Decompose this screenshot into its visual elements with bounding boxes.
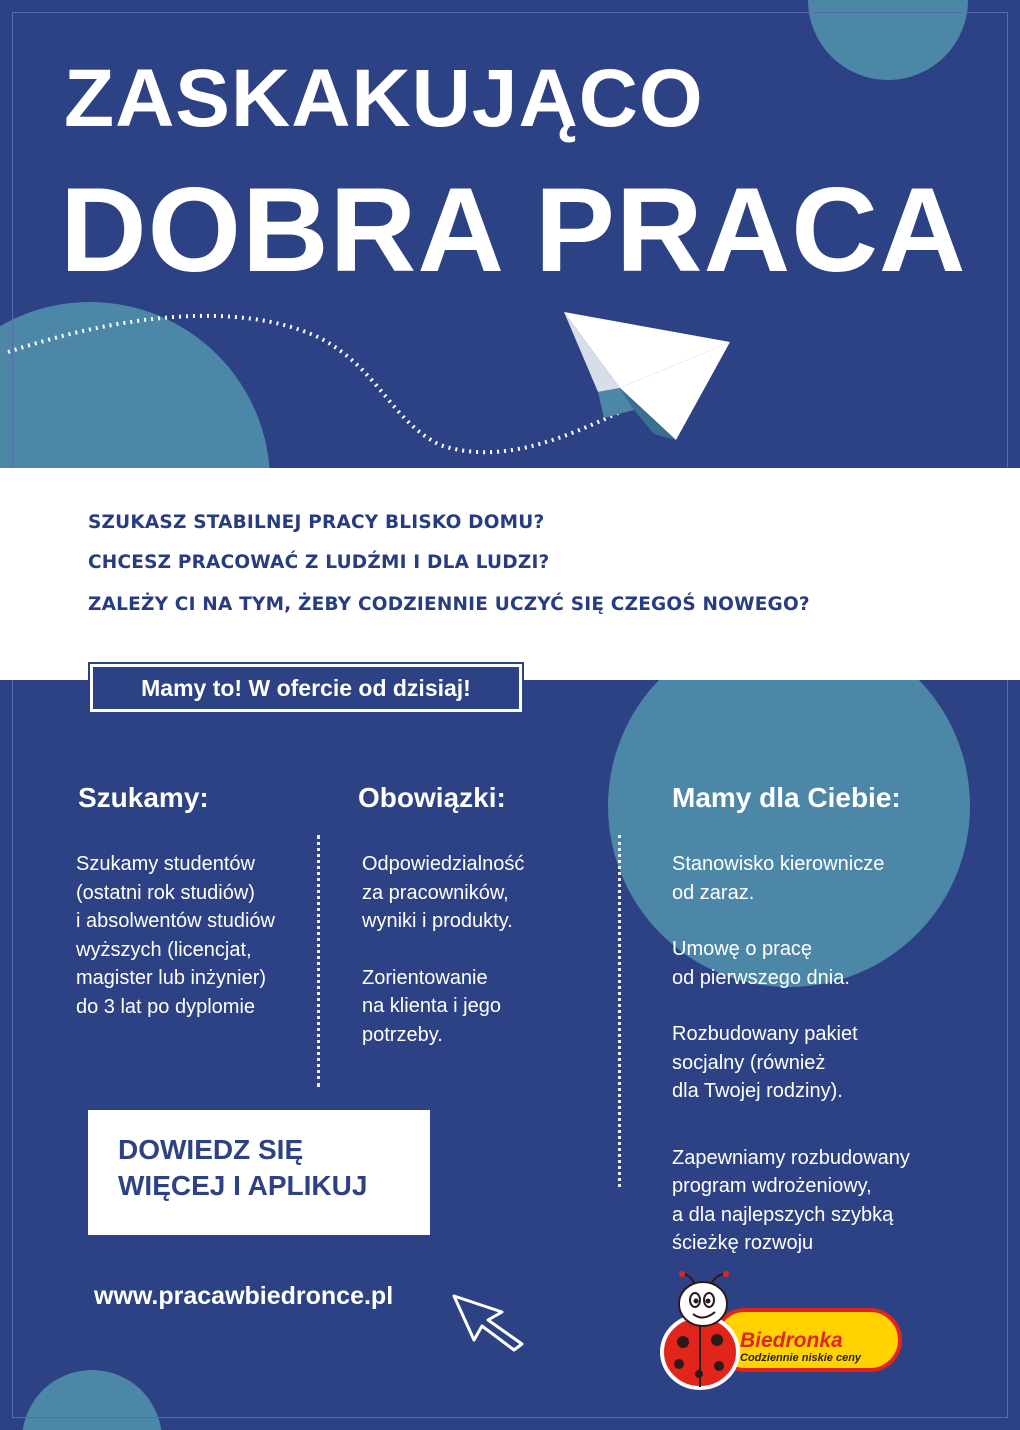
text-line: Szukamy studentów bbox=[76, 853, 255, 875]
cursor-arrow-icon bbox=[448, 1290, 530, 1352]
text-line: Rozbudowany pakiet bbox=[672, 1023, 858, 1045]
text-line: Zorientowanie bbox=[362, 966, 488, 989]
mamy-dla-ciebie-text bbox=[672, 850, 910, 1258]
website-link[interactable]: www.pracawbiedronce.pl bbox=[94, 1282, 394, 1310]
question-1: SZUKASZ STABILNEJ PRACY BLISKO DOMU? bbox=[88, 512, 545, 533]
text-line: Stanowisko kierownicze bbox=[672, 853, 885, 875]
apply-button[interactable] bbox=[88, 1110, 430, 1235]
apply-button-line-2: WIĘCEJ I APLIKUJ bbox=[118, 1170, 368, 1201]
question-2: CHCESZ PRACOWAĆ Z LUDŹMI I DLA LUDZI? bbox=[88, 552, 550, 573]
paper-plane-icon bbox=[0, 300, 1020, 470]
text-line: od zaraz. bbox=[672, 881, 755, 904]
title-line-1: ZASKAKUJĄCO bbox=[64, 53, 704, 144]
text-line: a dla najlepszych szybką bbox=[672, 1203, 894, 1226]
separator-2 bbox=[618, 835, 621, 1187]
text-line: na klienta i jego bbox=[362, 995, 501, 1017]
text-line: wyniki i produkty. bbox=[362, 910, 513, 932]
offer-badge: Mamy to! W ofercie od dzisiaj! bbox=[90, 664, 522, 712]
circle-top-right bbox=[808, 0, 968, 80]
text-line: Umowę o pracę bbox=[672, 938, 813, 960]
text-line: (ostatni rok studiów) bbox=[76, 881, 255, 904]
text-line: do 3 lat po dyplomie bbox=[76, 995, 256, 1018]
text-line: i absolwentów studiów bbox=[76, 910, 275, 932]
szukamy-text bbox=[76, 850, 275, 1021]
text-line: Odpowiedzialność bbox=[362, 853, 525, 875]
separator-1 bbox=[317, 835, 320, 1087]
heading-mamy-dla-ciebie: Mamy dla Ciebie: bbox=[672, 782, 901, 813]
text-line: wyższych (licencjat, bbox=[76, 938, 252, 961]
heading-obowiazki: Obowiązki: bbox=[358, 782, 506, 813]
text-line: potrzeby. bbox=[362, 1023, 443, 1046]
brand-slogan: Codziennie niskie ceny bbox=[740, 1352, 862, 1364]
text-line: ścieżkę rozwoju bbox=[672, 1232, 814, 1254]
text-line: magister lub inżynier) bbox=[76, 967, 267, 989]
text-line: od pierwszego dnia. bbox=[672, 966, 850, 989]
text-line: socjalny (również bbox=[672, 1051, 826, 1074]
text-line: za pracowników, bbox=[362, 881, 509, 904]
text-line: dla Twojej rodziny). bbox=[672, 1080, 843, 1102]
circle-bottom-left bbox=[22, 1370, 162, 1430]
apply-button-line-1: DOWIEDZ SIĘ bbox=[118, 1134, 304, 1165]
text-line: Zapewniamy rozbudowany bbox=[672, 1146, 910, 1169]
brand-name: Biedronka bbox=[740, 1329, 843, 1352]
text-line: program wdrożeniowy, bbox=[672, 1175, 872, 1197]
questions-band bbox=[0, 468, 1020, 680]
title-line-2: DOBRA PRACA bbox=[60, 163, 967, 297]
obowiazki-text bbox=[362, 850, 524, 1049]
heading-szukamy: Szukamy: bbox=[78, 782, 209, 813]
biedronka-logo bbox=[740, 1330, 890, 1365]
question-3: ZALEŻY CI NA TYM, ŻEBY CODZIENNIE UCZYĆ SIĘ CZEGOŚ NOWEGO? bbox=[88, 594, 810, 615]
